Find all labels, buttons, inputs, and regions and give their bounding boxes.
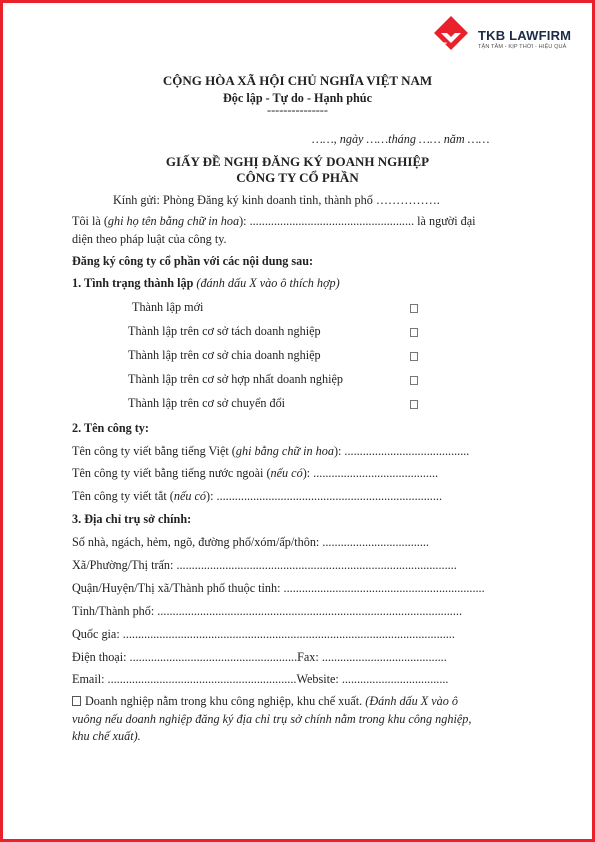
section-1-hint: (đánh dấu X vào ô thích hợp) — [193, 276, 340, 290]
section-2-heading: 2. Tên công ty: — [72, 421, 149, 435]
option-checkbox-convert[interactable] — [410, 400, 418, 409]
motto: Độc lập - Tự do - Hạnh phúc — [223, 91, 372, 105]
representative-line-2: diện theo pháp luật của công ty. — [72, 232, 227, 246]
address-district-field[interactable]: Quận/Huyện/Thị xã/Thành phố thuộc tỉnh: .................................................................. — [72, 581, 485, 595]
section-3-heading: 3. Địa chỉ trụ sở chính: — [72, 512, 192, 526]
company-name-foreign — [72, 466, 438, 481]
address-country-field[interactable]: Quốc gia: ............................................................................................................. — [72, 627, 455, 641]
company-name-abbr-field[interactable]: ): .......................................................................... — [206, 489, 442, 503]
company-name-vietnamese-field[interactable]: ): ......................................... — [333, 444, 470, 458]
option-checkbox-new[interactable] — [410, 304, 418, 313]
company-name-foreign-label: Tên công ty viết bằng tiếng nước ngoài ( — [72, 466, 271, 480]
industrial-zone-checkbox[interactable] — [72, 696, 81, 706]
representative-suffix[interactable]: ): ...................................................... là người đại — [239, 214, 476, 228]
phone-fax-field[interactable]: Điện thoại: .......................................................Fax: ......................................... — [72, 650, 447, 664]
company-name-abbr-hint: nếu có — [173, 489, 207, 503]
addressee: Kính gửi: Phòng Đăng ký kinh doanh tỉnh, thành phố ……………. — [113, 193, 440, 207]
address-province-field[interactable]: Tỉnh/Thành phố: .................................................................................................... — [72, 604, 462, 618]
industrial-zone-hint-a: (Đánh dấu X vào ô — [365, 694, 459, 708]
email-website-field[interactable]: Email: ..............................................................Website: ................................... — [72, 672, 449, 686]
company-name-abbr — [72, 489, 442, 504]
logo-letter-k: K — [449, 51, 457, 63]
tkb-logo-mark-icon — [428, 14, 474, 64]
option-label-divide: Thành lập trên cơ sở chia doanh nghiệp — [128, 348, 321, 362]
company-name-foreign-hint: nếu có — [270, 466, 303, 480]
form-subtitle: CÔNG TY CỔ PHẦN — [236, 170, 359, 185]
representative-prefix: Tôi là ( — [72, 214, 108, 228]
form-title: GIẤY ĐỀ NGHỊ ĐĂNG KÝ DOANH NGHIỆP — [165, 154, 430, 169]
logo-tagline: TẬN TÂM - KỊP THỜI - HIỆU QUẢ — [478, 44, 567, 50]
option-checkbox-split[interactable] — [410, 328, 418, 337]
industrial-zone-hint-b: vuông nếu doanh nghiệp đăng ký địa chỉ trụ sở chính nằm trong khu công nghiệp, — [72, 712, 472, 726]
date-line: ……, ngày ……tháng …… năm …… — [312, 132, 490, 146]
industrial-zone-label: Doanh nghiệp nằm trong khu công nghiệp, khu chế xuất. — [85, 694, 366, 708]
option-label-convert: Thành lập trên cơ sở chuyển đổi — [128, 396, 286, 410]
option-label-new: Thành lập mới — [132, 300, 204, 314]
address-street-field[interactable]: Số nhà, ngách, hẻm, ngõ, đường phố/xóm/ấp/thôn: ................................... — [72, 535, 429, 549]
section-1-heading-line — [72, 276, 340, 291]
option-label-merge: Thành lập trên cơ sở hợp nhất doanh nghiệp — [128, 372, 343, 386]
address-ward-field[interactable]: Xã/Phường/Thị trấn: ............................................................................................ — [72, 558, 457, 572]
register-heading: Đăng ký công ty cổ phần với các nội dung sau: — [72, 254, 314, 268]
option-checkbox-merge[interactable] — [410, 376, 418, 385]
section-1-heading: 1. Tình trạng thành lập — [72, 276, 194, 290]
header-rule: --------------- — [267, 103, 328, 117]
option-checkbox-divide[interactable] — [410, 352, 418, 361]
company-name-vietnamese — [72, 444, 469, 459]
industrial-zone-hint-c: khu chế xuất). — [72, 729, 141, 743]
industrial-zone-note — [72, 694, 458, 709]
nation-heading: CỘNG HÒA XÃ HỘI CHỦ NGHĨA VIỆT NAM — [162, 73, 433, 88]
company-name-vietnamese-hint: ghi bằng chữ in hoa — [235, 444, 334, 458]
option-label-split: Thành lập trên cơ sở tách doanh nghiệp — [128, 324, 321, 338]
representative-line — [72, 214, 476, 229]
representative-hint: ghi họ tên bằng chữ in hoa — [107, 214, 240, 228]
company-name-abbr-label: Tên công ty viết tắt ( — [72, 489, 174, 503]
company-name-vietnamese-label: Tên công ty viết bằng tiếng Việt ( — [72, 444, 236, 458]
logo-letter-b: B — [458, 41, 466, 53]
logo-name: TKB LAWFIRM — [478, 28, 572, 43]
company-name-foreign-field[interactable]: ): ......................................... — [302, 466, 439, 480]
logo-letter-t: T — [440, 41, 447, 53]
